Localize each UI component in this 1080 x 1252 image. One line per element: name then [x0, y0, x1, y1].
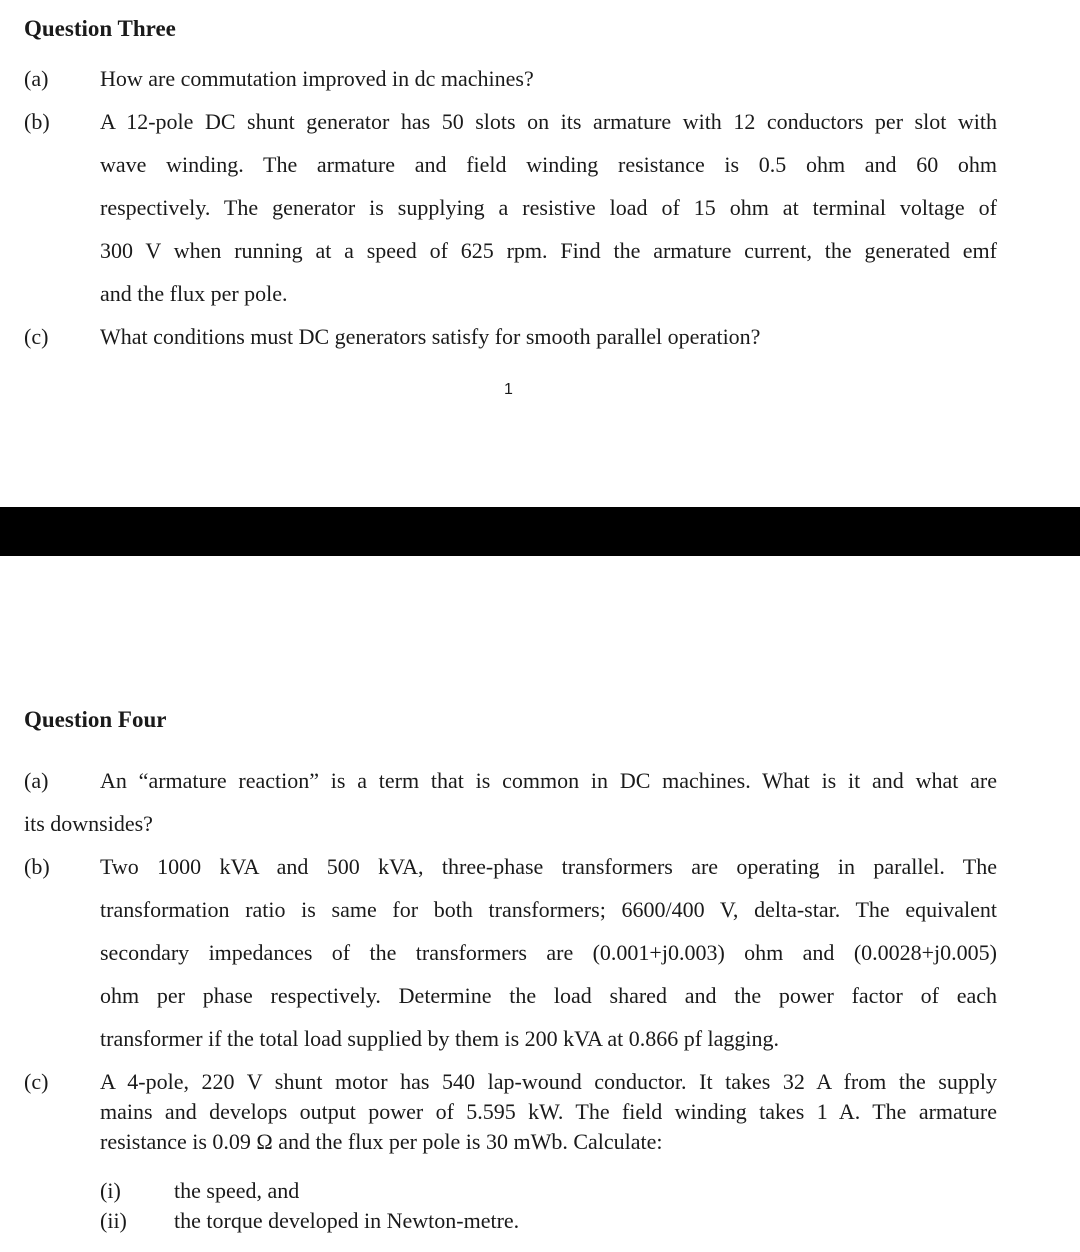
q4-a-line-2: its downsides?	[24, 811, 153, 836]
q3-b-label: (b)	[24, 109, 50, 134]
q4-b-label: (b)	[24, 854, 50, 879]
q4-a-label: (a)	[24, 768, 49, 793]
q3-b-line-3: respectively. The generator is supplying a resistive load of 15 ohm at terminal voltage of	[100, 195, 997, 220]
q4-c-line-3: resistance is 0.09 Ω and the flux per pole is 30 mWb. Calculate:	[100, 1129, 663, 1154]
redaction-bar	[0, 507, 1080, 556]
q3-b-line-1: A 12-pole DC shunt generator has 50 slots on its armature with 12 conductors per slot with	[100, 109, 997, 134]
q3-a-text: How are commutation improved in dc machines?	[100, 66, 534, 91]
q4-c-i-label: (i)	[100, 1178, 121, 1203]
q3-b-line-5: and the flux per pole.	[100, 281, 288, 306]
q3-b-line-4: 300 V when running at a speed of 625 rpm. Find the armature current, the generated emf	[100, 238, 997, 263]
q3-c-text: What conditions must DC generators satisfy for smooth parallel operation?	[100, 324, 761, 349]
q4-b-line-3: secondary impedances of the transformers are (0.001+j0.003) ohm and (0.0028+j0.005)	[100, 940, 997, 965]
q4-a-line-1: An “armature reaction” is a term that is common in DC machines. What is it and what are	[100, 768, 997, 793]
q4-b-line-4: ohm per phase respectively. Determine the load shared and the power factor of each	[100, 983, 997, 1008]
q4-b-line-2: transformation ratio is same for both transformers; 6600/400 V, delta-star. The equivalent	[100, 897, 997, 922]
q3-b-line-2: wave winding. The armature and field winding resistance is 0.5 ohm and 60 ohm	[100, 152, 997, 177]
question-three-heading: Question Three	[24, 16, 176, 41]
q4-c-ii-label: (ii)	[100, 1208, 127, 1233]
q4-b-line-1: Two 1000 kVA and 500 kVA, three-phase transformers are operating in parallel. The	[100, 854, 997, 879]
q4-c-line-1: A 4-pole, 220 V shunt motor has 540 lap-wound conductor. It takes 32 A from the supply	[100, 1069, 997, 1094]
q3-a-label: (a)	[24, 66, 49, 91]
q4-c-label: (c)	[24, 1069, 49, 1094]
q4-c-line-2: mains and develops output power of 5.595 kW. The field winding takes 1 A. The armature	[100, 1099, 997, 1124]
question-four-heading: Question Four	[24, 707, 167, 732]
q3-c-label: (c)	[24, 324, 49, 349]
q4-c-i-text: the speed, and	[174, 1178, 300, 1203]
q4-c-ii-text: the torque developed in Newton-metre.	[174, 1208, 520, 1233]
q4-b-line-5: transformer if the total load supplied by them is 200 kVA at 0.866 pf lagging.	[100, 1026, 780, 1051]
page-number: 1	[504, 381, 513, 398]
